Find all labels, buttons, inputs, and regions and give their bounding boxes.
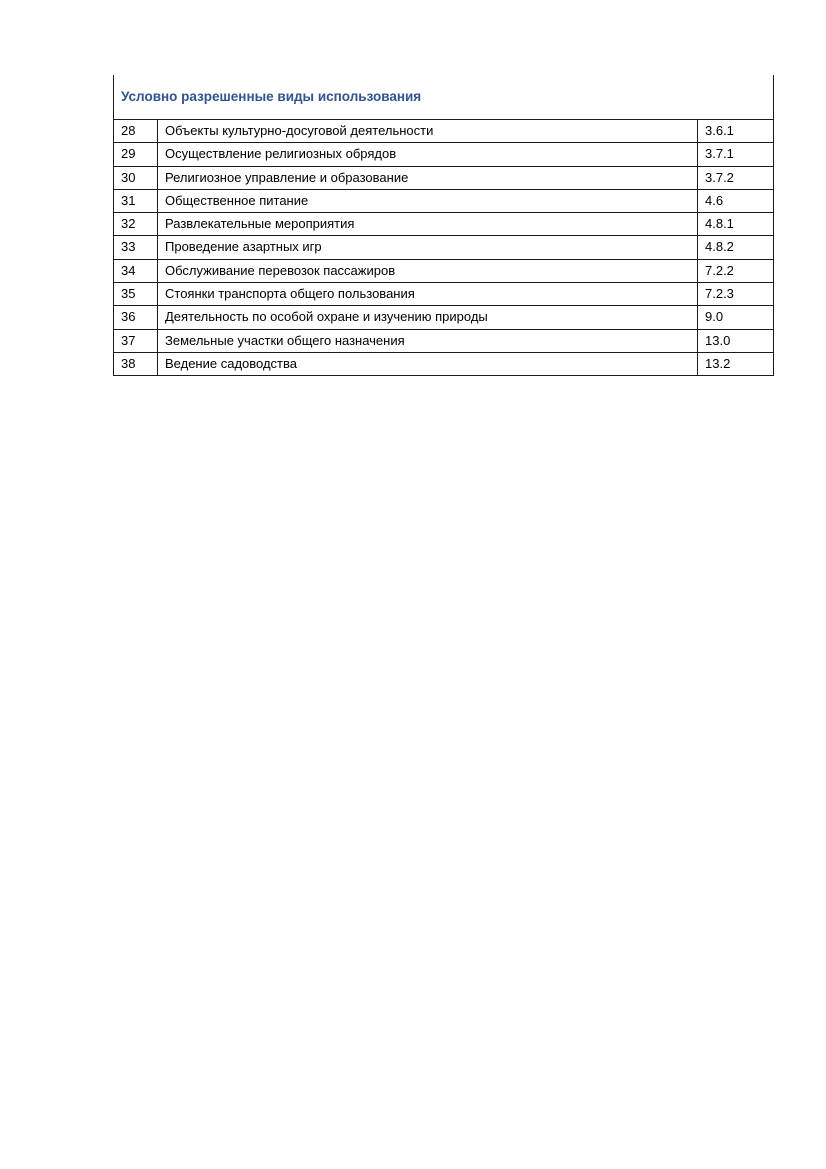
use-code-cell: 3.7.1 [698, 143, 774, 166]
row-number-cell: 36 [114, 306, 158, 329]
use-name-cell: Общественное питание [158, 189, 698, 212]
row-number-cell: 34 [114, 259, 158, 282]
section-title: Условно разрешенные виды использования [114, 75, 774, 120]
table-row [114, 259, 774, 282]
use-code-cell: 7.2.2 [698, 259, 774, 282]
use-code-cell: 4.8.1 [698, 213, 774, 236]
table-row [114, 283, 774, 306]
row-number-cell: 35 [114, 283, 158, 306]
use-name-cell: Проведение азартных игр [158, 236, 698, 259]
row-number-cell: 37 [114, 329, 158, 352]
use-name-cell: Объекты культурно-досуговой деятельности [158, 120, 698, 143]
permitted-uses-table [113, 75, 774, 376]
use-code-cell: 13.0 [698, 329, 774, 352]
use-code-cell: 3.6.1 [698, 120, 774, 143]
row-number-cell: 30 [114, 166, 158, 189]
table-row [114, 329, 774, 352]
use-name-cell: Деятельность по особой охране и изучению природы [158, 306, 698, 329]
row-number-cell: 31 [114, 189, 158, 212]
table-row [114, 352, 774, 375]
use-name-cell: Ведение садоводства [158, 352, 698, 375]
use-code-cell: 4.8.2 [698, 236, 774, 259]
use-code-cell: 7.2.3 [698, 283, 774, 306]
row-number-cell: 29 [114, 143, 158, 166]
use-code-cell: 3.7.2 [698, 166, 774, 189]
use-name-cell: Обслуживание перевозок пассажиров [158, 259, 698, 282]
use-name-cell: Стоянки транспорта общего пользования [158, 283, 698, 306]
row-number-cell: 28 [114, 120, 158, 143]
row-number-cell: 33 [114, 236, 158, 259]
use-name-cell: Религиозное управление и образование [158, 166, 698, 189]
table-row [114, 143, 774, 166]
table-row [114, 189, 774, 212]
use-code-cell: 4.6 [698, 189, 774, 212]
use-name-cell: Развлекательные мероприятия [158, 213, 698, 236]
section-header-row [114, 75, 774, 120]
table-row [114, 213, 774, 236]
table-row [114, 306, 774, 329]
table-body [114, 75, 774, 376]
table-row [114, 236, 774, 259]
table-row [114, 120, 774, 143]
row-number-cell: 32 [114, 213, 158, 236]
row-number-cell: 38 [114, 352, 158, 375]
use-name-cell: Осуществление религиозных обрядов [158, 143, 698, 166]
use-code-cell: 9.0 [698, 306, 774, 329]
use-code-cell: 13.2 [698, 352, 774, 375]
use-name-cell: Земельные участки общего назначения [158, 329, 698, 352]
table-row [114, 166, 774, 189]
